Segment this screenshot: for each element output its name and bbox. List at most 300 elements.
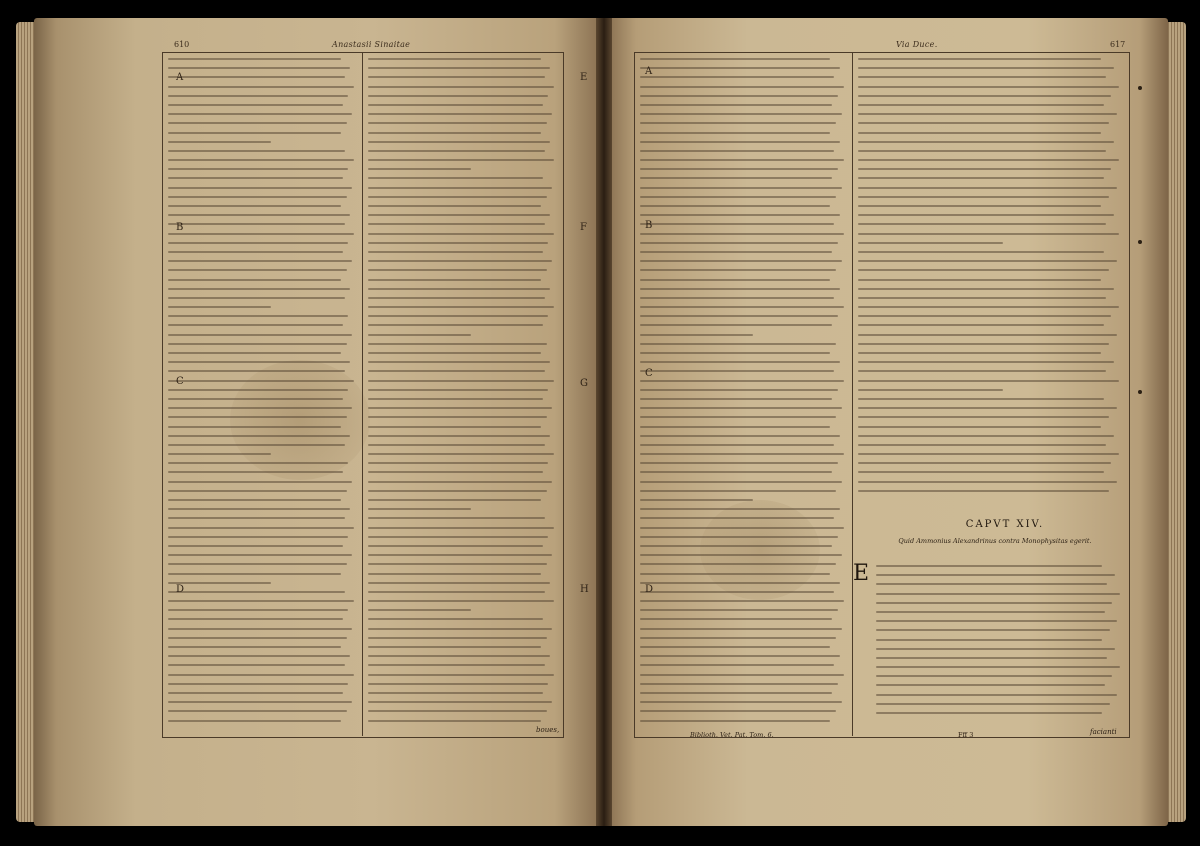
text-line xyxy=(858,444,1106,446)
text-line xyxy=(876,602,1112,604)
margin-letter-c: C xyxy=(176,376,184,387)
drop-cap: E xyxy=(853,561,870,586)
text-line xyxy=(368,233,554,235)
text-line xyxy=(168,600,354,602)
text-line xyxy=(640,122,836,124)
text-line xyxy=(640,664,834,666)
text-line xyxy=(640,536,838,538)
text-line xyxy=(368,389,548,391)
text-line xyxy=(876,657,1107,659)
text-line xyxy=(640,260,842,262)
text-line xyxy=(858,132,1101,134)
text-line xyxy=(168,141,271,143)
text-line xyxy=(640,380,844,382)
text-line xyxy=(640,324,832,326)
text-line xyxy=(876,648,1115,650)
right-catchword: facianti xyxy=(1090,728,1117,736)
text-line xyxy=(368,58,541,60)
text-line xyxy=(368,499,541,501)
margin-letter-c: C xyxy=(645,368,653,379)
text-line xyxy=(168,242,348,244)
text-line xyxy=(640,582,840,584)
text-line xyxy=(640,554,842,556)
text-line xyxy=(368,545,543,547)
text-line xyxy=(858,352,1101,354)
text-line xyxy=(368,701,552,703)
text-line xyxy=(858,398,1104,400)
text-line xyxy=(640,251,832,253)
text-line xyxy=(640,361,840,363)
text-line xyxy=(168,187,352,189)
text-line xyxy=(858,233,1119,235)
text-line xyxy=(876,703,1110,705)
text-line xyxy=(858,168,1111,170)
text-line xyxy=(168,150,345,152)
text-line xyxy=(168,416,347,418)
text-line xyxy=(858,205,1101,207)
text-line xyxy=(640,416,836,418)
text-line xyxy=(858,141,1114,143)
text-line xyxy=(168,288,350,290)
text-line xyxy=(858,159,1119,161)
right-column-2-bottom xyxy=(876,565,1122,721)
text-line xyxy=(858,471,1104,473)
text-line xyxy=(640,67,840,69)
text-line xyxy=(168,471,343,473)
text-line xyxy=(858,462,1111,464)
text-line xyxy=(640,398,832,400)
text-line xyxy=(640,710,836,712)
text-line xyxy=(858,95,1111,97)
text-line xyxy=(858,416,1109,418)
text-line xyxy=(640,435,840,437)
text-line xyxy=(858,223,1106,225)
text-line xyxy=(858,260,1117,262)
text-line xyxy=(368,297,545,299)
text-line xyxy=(368,462,548,464)
text-line xyxy=(876,675,1112,677)
text-line xyxy=(640,132,830,134)
text-line xyxy=(168,76,345,78)
text-line xyxy=(640,655,840,657)
left-page-number: 610 xyxy=(174,40,190,49)
text-line xyxy=(368,334,471,336)
text-line xyxy=(858,242,1003,244)
margin-letter-g: G xyxy=(580,378,588,389)
text-line xyxy=(168,508,350,510)
text-line xyxy=(640,508,840,510)
text-line xyxy=(640,233,844,235)
text-line xyxy=(168,453,271,455)
text-line xyxy=(168,573,341,575)
text-line xyxy=(640,242,838,244)
text-line xyxy=(640,205,830,207)
text-line xyxy=(168,664,345,666)
text-line xyxy=(640,426,830,428)
text-line xyxy=(876,611,1105,613)
text-line xyxy=(368,269,547,271)
text-line xyxy=(168,86,354,88)
text-line xyxy=(858,453,1119,455)
text-line xyxy=(858,324,1104,326)
left-catchword: boues, xyxy=(536,726,560,734)
text-line xyxy=(858,150,1106,152)
text-line xyxy=(640,444,834,446)
text-line xyxy=(368,306,554,308)
text-line xyxy=(368,554,552,556)
text-line xyxy=(640,573,830,575)
text-line xyxy=(168,563,347,565)
text-line xyxy=(368,196,547,198)
footer-signature: Biblioth. Vet. Pat. Tom. 6. xyxy=(690,731,774,739)
margin-letter-e: E xyxy=(580,72,588,83)
text-line xyxy=(368,664,545,666)
text-line xyxy=(368,242,548,244)
left-column-rule xyxy=(362,52,363,736)
text-line xyxy=(858,113,1117,115)
text-line xyxy=(168,646,341,648)
text-line xyxy=(368,324,543,326)
text-line xyxy=(168,692,343,694)
text-line xyxy=(168,426,341,428)
text-line xyxy=(858,306,1119,308)
text-line xyxy=(368,205,541,207)
text-line xyxy=(168,637,347,639)
left-column-1 xyxy=(168,58,356,729)
text-line xyxy=(168,370,345,372)
text-line xyxy=(640,527,844,529)
text-line xyxy=(640,462,838,464)
text-line xyxy=(876,583,1107,585)
text-line xyxy=(858,67,1114,69)
text-line xyxy=(876,574,1115,576)
text-line xyxy=(368,141,550,143)
chapter-subtitle: Quid Ammonius Alexandrinus contra Monophysitas egerit. xyxy=(898,537,1092,545)
text-line xyxy=(168,674,354,676)
text-line xyxy=(168,67,350,69)
text-line xyxy=(640,453,844,455)
text-line xyxy=(858,389,1003,391)
text-line xyxy=(368,122,547,124)
text-line xyxy=(168,389,348,391)
text-line xyxy=(368,407,552,409)
text-line xyxy=(168,132,341,134)
text-line xyxy=(640,279,830,281)
text-line xyxy=(168,343,347,345)
text-line xyxy=(368,710,547,712)
text-line xyxy=(640,315,838,317)
text-line xyxy=(168,628,352,630)
text-line xyxy=(368,426,541,428)
text-line xyxy=(168,159,354,161)
text-line xyxy=(368,481,552,483)
text-line xyxy=(168,398,343,400)
text-line xyxy=(368,251,543,253)
text-line xyxy=(368,370,545,372)
text-line xyxy=(368,95,548,97)
text-line xyxy=(368,343,547,345)
text-line xyxy=(168,701,352,703)
text-line xyxy=(168,269,347,271)
text-line xyxy=(640,370,834,372)
text-line xyxy=(640,674,844,676)
text-line xyxy=(858,334,1117,336)
text-line xyxy=(858,251,1104,253)
text-line xyxy=(168,334,352,336)
text-line xyxy=(640,306,844,308)
text-line xyxy=(368,104,543,106)
text-line xyxy=(368,86,554,88)
text-line xyxy=(368,444,545,446)
text-line xyxy=(168,306,271,308)
text-line xyxy=(368,646,541,648)
text-line xyxy=(168,122,347,124)
text-line xyxy=(168,214,350,216)
text-line xyxy=(368,618,543,620)
text-line xyxy=(858,481,1117,483)
text-line xyxy=(640,646,830,648)
text-line xyxy=(858,288,1114,290)
text-line xyxy=(368,582,550,584)
text-line xyxy=(368,380,554,382)
margin-letter-a: A xyxy=(176,72,184,83)
text-line xyxy=(168,279,341,281)
margin-dot xyxy=(1138,390,1142,394)
text-line xyxy=(168,683,348,685)
text-line xyxy=(876,694,1117,696)
text-line xyxy=(168,481,352,483)
text-line xyxy=(858,380,1119,382)
text-line xyxy=(876,620,1117,622)
text-line xyxy=(368,527,554,529)
text-line xyxy=(858,490,1109,492)
text-line xyxy=(640,150,834,152)
text-line xyxy=(368,416,547,418)
text-line xyxy=(640,141,840,143)
text-line xyxy=(368,453,554,455)
text-line xyxy=(168,361,350,363)
text-line xyxy=(368,683,548,685)
text-line xyxy=(640,168,838,170)
text-line xyxy=(168,297,345,299)
text-line xyxy=(640,343,836,345)
text-line xyxy=(168,435,350,437)
text-line xyxy=(858,196,1109,198)
text-line xyxy=(876,629,1110,631)
text-line xyxy=(368,113,552,115)
text-line xyxy=(640,407,842,409)
text-line xyxy=(168,536,348,538)
text-line xyxy=(168,462,348,464)
text-line xyxy=(640,104,832,106)
text-line xyxy=(858,297,1106,299)
text-line xyxy=(876,593,1120,595)
text-line xyxy=(858,187,1117,189)
text-line xyxy=(168,380,354,382)
text-line xyxy=(168,168,348,170)
text-line xyxy=(368,517,545,519)
text-line xyxy=(168,407,352,409)
text-line xyxy=(368,315,548,317)
text-line xyxy=(368,573,541,575)
text-line xyxy=(640,563,836,565)
text-line xyxy=(168,444,345,446)
text-line xyxy=(368,490,547,492)
right-column-1 xyxy=(640,58,846,729)
text-line xyxy=(858,104,1104,106)
text-line xyxy=(368,279,541,281)
text-line xyxy=(168,177,343,179)
text-line xyxy=(368,223,545,225)
text-line xyxy=(858,58,1101,60)
footer-mark: Fff 3 xyxy=(958,731,974,739)
text-line xyxy=(168,352,341,354)
margin-letter-f: F xyxy=(580,222,587,233)
text-line xyxy=(168,591,345,593)
text-line xyxy=(640,618,832,620)
chapter-heading: CAPVT XIV. xyxy=(965,519,1045,530)
text-line xyxy=(168,517,345,519)
text-line xyxy=(640,720,830,722)
text-line xyxy=(368,361,550,363)
text-line xyxy=(168,223,345,225)
text-line xyxy=(640,76,834,78)
text-line xyxy=(640,683,838,685)
text-line xyxy=(640,95,838,97)
text-line xyxy=(368,177,543,179)
text-line xyxy=(640,214,840,216)
text-line xyxy=(368,536,548,538)
margin-letter-b: B xyxy=(176,222,184,233)
text-line xyxy=(368,609,471,611)
text-line xyxy=(368,398,543,400)
text-line xyxy=(168,95,348,97)
text-line xyxy=(858,435,1114,437)
text-line xyxy=(858,315,1111,317)
text-line xyxy=(168,710,347,712)
text-line xyxy=(858,426,1101,428)
text-line xyxy=(368,628,552,630)
text-line xyxy=(858,122,1109,124)
left-running-head: Anastasii Sinaitae xyxy=(332,40,411,49)
text-line xyxy=(640,591,834,593)
text-line xyxy=(368,67,550,69)
text-line xyxy=(640,389,838,391)
text-line xyxy=(640,352,830,354)
text-line xyxy=(640,628,842,630)
text-line xyxy=(640,334,753,336)
margin-letter-a: A xyxy=(645,66,653,77)
text-line xyxy=(858,407,1117,409)
text-line xyxy=(640,297,834,299)
text-line xyxy=(368,674,554,676)
text-line xyxy=(858,343,1109,345)
text-line xyxy=(168,490,347,492)
right-page-number: 617 xyxy=(1110,40,1126,49)
text-line xyxy=(368,692,543,694)
text-line xyxy=(640,159,844,161)
text-line xyxy=(640,600,844,602)
text-line xyxy=(368,168,471,170)
left-page-edges xyxy=(16,22,36,822)
text-line xyxy=(858,279,1101,281)
text-line xyxy=(640,113,842,115)
text-line xyxy=(368,508,471,510)
text-line xyxy=(640,490,836,492)
text-line xyxy=(368,187,552,189)
text-line xyxy=(640,177,832,179)
text-line xyxy=(858,177,1104,179)
text-line xyxy=(168,609,348,611)
text-line xyxy=(640,471,832,473)
margin-letter-b: B xyxy=(645,220,653,231)
text-line xyxy=(876,712,1102,714)
text-line xyxy=(640,517,834,519)
right-running-head: Via Duce. xyxy=(896,40,938,49)
text-line xyxy=(876,666,1120,668)
text-line xyxy=(368,150,545,152)
text-line xyxy=(168,113,352,115)
right-column-rule xyxy=(852,52,853,736)
right-page-edges xyxy=(1166,22,1186,822)
text-line xyxy=(168,260,352,262)
text-line xyxy=(368,591,545,593)
margin-dot xyxy=(1138,240,1142,244)
book-gutter xyxy=(596,18,612,826)
text-line xyxy=(858,214,1114,216)
text-line xyxy=(368,435,550,437)
text-line xyxy=(368,637,547,639)
margin-letter-d: D xyxy=(176,584,185,595)
text-line xyxy=(876,639,1102,641)
text-line xyxy=(168,251,343,253)
right-column-2-top xyxy=(858,58,1122,499)
text-line xyxy=(168,545,343,547)
text-line xyxy=(368,159,554,161)
left-column-2 xyxy=(368,58,556,729)
text-line xyxy=(368,76,545,78)
text-line xyxy=(168,324,343,326)
text-line xyxy=(640,481,842,483)
text-line xyxy=(858,269,1109,271)
text-line xyxy=(168,618,343,620)
text-line xyxy=(640,288,840,290)
text-line xyxy=(640,223,834,225)
text-line xyxy=(368,288,550,290)
text-line xyxy=(640,187,842,189)
text-line xyxy=(640,701,842,703)
text-line xyxy=(168,720,341,722)
text-line xyxy=(168,233,354,235)
text-line xyxy=(640,545,832,547)
text-line xyxy=(168,655,350,657)
text-line xyxy=(640,692,832,694)
text-line xyxy=(858,361,1114,363)
text-line xyxy=(640,637,836,639)
text-line xyxy=(876,684,1105,686)
text-line xyxy=(368,471,543,473)
text-line xyxy=(368,720,541,722)
text-line xyxy=(368,132,541,134)
text-line xyxy=(640,269,836,271)
text-line xyxy=(168,205,341,207)
text-line xyxy=(368,600,554,602)
text-line xyxy=(858,76,1106,78)
text-line xyxy=(858,86,1119,88)
text-line xyxy=(168,58,341,60)
margin-dot xyxy=(1138,86,1142,90)
text-line xyxy=(368,655,550,657)
